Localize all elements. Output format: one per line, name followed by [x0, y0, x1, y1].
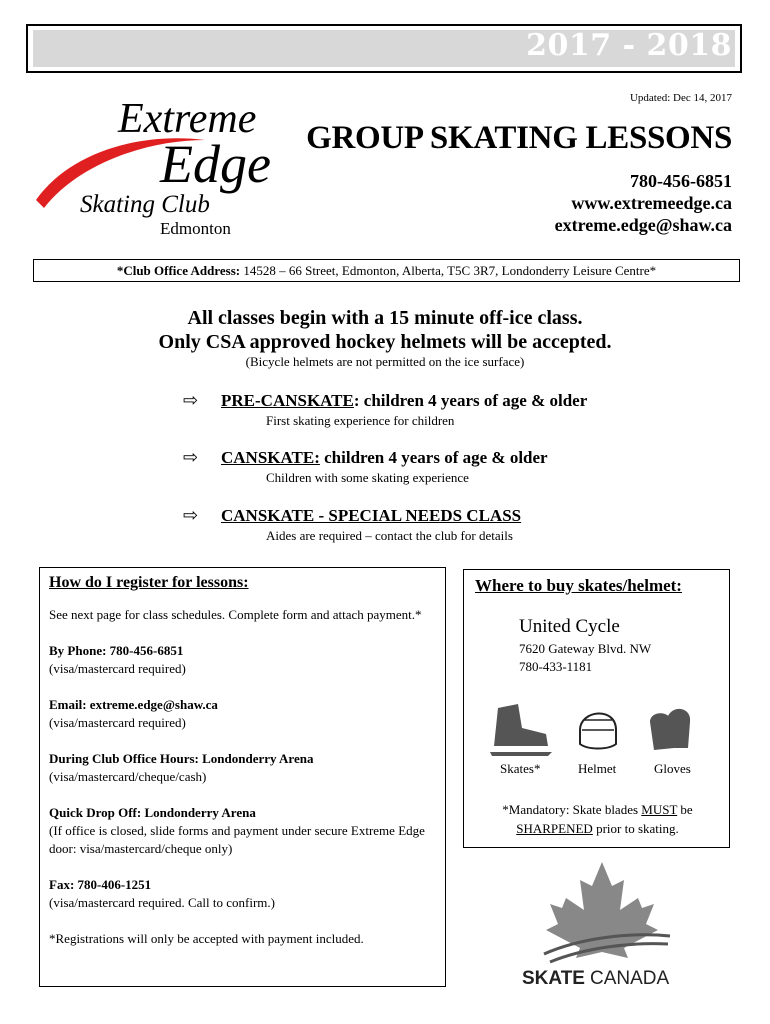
updated-date: Updated: Dec 14, 2017	[629, 92, 732, 104]
mandatory-note	[464, 800, 731, 838]
note-text: *Mandatory: Skate blades	[502, 802, 642, 817]
store-address	[519, 640, 651, 676]
register-drop-off	[49, 804, 436, 858]
logo-extreme-text: Extreme	[118, 96, 257, 142]
address-text: 14528 – 66 Street, Edmonton, Alberta, T5C 3R7, Londonderry Leisure Centre*	[243, 263, 657, 278]
gloves-icon	[650, 709, 690, 750]
where-to-buy-box	[463, 569, 730, 848]
logo-skating-club-text: Skating Club	[80, 191, 210, 218]
gear-label-skates: Skates*	[500, 761, 541, 776]
store-street: 7620 Gateway Blvd. NW	[519, 641, 652, 656]
season-banner	[26, 24, 742, 73]
buy-heading: Where to buy skates/helmet:	[475, 576, 682, 595]
gear-label-helmet: Helmet	[578, 761, 617, 776]
class-detail: children 4 years of age & older	[319, 448, 548, 467]
intro-line-1: All classes begin with a 15 minute off-ice class.	[187, 307, 583, 329]
class-description: First skating experience for children	[266, 413, 455, 428]
class-description: Children with some skating experience	[266, 470, 469, 485]
register-drop-note: (If office is closed, slide forms and payment under secure Extreme Edge door: visa/mastercard/cheque only)	[49, 823, 425, 856]
register-intro: See next page for class schedules. Complete form and attach payment.*	[49, 607, 422, 622]
skate-canada-word-skate: SKATE	[522, 968, 585, 989]
store-phone: 780-433-1181	[519, 659, 593, 674]
register-office-note: (visa/mastercard/cheque/cash)	[49, 769, 207, 784]
register-fax-label: Fax: 780-406-1251	[49, 877, 152, 892]
register-office-label: During Club Office Hours: Londonderry Arena	[49, 751, 314, 766]
gear-label-gloves: Gloves	[654, 761, 691, 776]
class-name: CANSKATE:	[221, 448, 320, 467]
note-must: MUST	[641, 802, 678, 817]
skate-canada-word-canada: CANADA	[590, 968, 670, 989]
gear-icons	[488, 700, 718, 760]
class-name: PRE-CANSKATE	[221, 391, 354, 410]
skate-icon	[490, 704, 552, 756]
contact-website[interactable]: www.extremeedge.ca	[571, 193, 732, 213]
register-office	[49, 750, 436, 786]
register-phone	[49, 642, 436, 678]
register-phone-note: (visa/mastercard required)	[49, 661, 186, 676]
register-heading: How do I register for lessons:	[49, 574, 249, 591]
extreme-edge-logo	[30, 82, 290, 240]
season-label: 2017 - 2018	[526, 28, 732, 63]
arrow-icon: ⇨	[183, 390, 199, 410]
address-label: *Club Office Address:	[116, 263, 241, 278]
arrow-icon: ⇨	[183, 505, 199, 525]
page-title: GROUP SKATING LESSONS	[306, 120, 732, 156]
helmet-icon	[580, 713, 616, 748]
note-text: be	[677, 802, 693, 817]
contact-block	[555, 170, 732, 236]
intro-line-2: Only CSA approved hockey helmets will be accepted.	[158, 331, 612, 353]
register-footer: *Registrations will only be accepted with payment included.	[49, 931, 364, 946]
club-address	[33, 259, 740, 282]
class-name: CANSKATE - SPECIAL NEEDS CLASS	[221, 506, 522, 525]
intro-line-3: (Bicycle helmets are not permitted on the ice surface)	[245, 354, 525, 369]
register-email	[49, 696, 436, 732]
register-fax	[49, 876, 436, 912]
class-detail: : children 4 years of age & older	[353, 391, 588, 410]
register-email-note: (visa/mastercard required)	[49, 715, 186, 730]
class-description: Aides are required – contact the club for details	[266, 528, 513, 543]
register-email-label: Email: extreme.edge@shaw.ca	[49, 697, 218, 712]
register-drop-label: Quick Drop Off: Londonderry Arena	[49, 805, 256, 820]
store-name: United Cycle	[519, 616, 620, 637]
register-phone-label: By Phone: 780-456-6851	[49, 643, 184, 658]
contact-email[interactable]: extreme.edge@shaw.ca	[554, 215, 732, 235]
skate-canada-logo	[520, 858, 685, 990]
register-fax-note: (visa/mastercard required. Call to confirm.)	[49, 895, 275, 910]
note-sharpened: SHARPENED	[516, 821, 593, 836]
register-box	[39, 567, 446, 987]
logo-edge-text: Edge	[160, 134, 271, 194]
contact-phone[interactable]: 780-456-6851	[630, 171, 732, 191]
logo-edmonton-text: Edmonton	[160, 219, 231, 238]
note-text: prior to skating.	[592, 821, 679, 836]
arrow-icon: ⇨	[183, 447, 199, 467]
